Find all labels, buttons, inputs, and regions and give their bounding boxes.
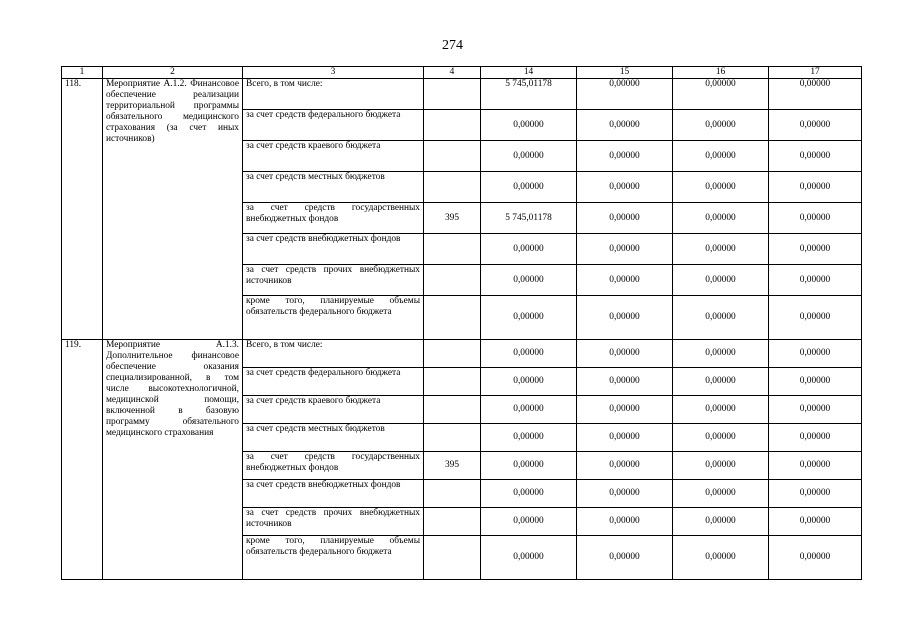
column-header: 16 [673,67,769,79]
budget-table [61,66,862,580]
amount-cell: 0,00000 [673,340,769,368]
amount-cell: 0,00000 [577,536,673,580]
funding-source: кроме того, планируемые объемы обязательств федерального бюджета [243,296,424,340]
funding-source: за счет средств внебюджетных фондов [243,480,424,508]
budget-code [424,110,481,141]
amount-cell: 0,00000 [673,110,769,141]
amount-cell: 0,00000 [673,396,769,424]
table-row [62,79,862,110]
amount-cell: 0,00000 [769,508,862,536]
amount-cell: 0,00000 [673,265,769,296]
funding-source: за счет средств краевого бюджета [243,141,424,172]
column-header: 3 [243,67,424,79]
amount-cell: 0,00000 [577,234,673,265]
funding-source: за счет средств государственных внебюджетных фондов [243,452,424,480]
amount-cell: 0,00000 [577,141,673,172]
amount-cell: 0,00000 [673,234,769,265]
budget-code [424,424,481,452]
budget-code [424,141,481,172]
funding-source: кроме того, планируемые объемы обязательств федерального бюджета [243,536,424,580]
header-row [62,67,862,79]
table-row [62,340,862,368]
amount-cell: 0,00000 [673,368,769,396]
budget-code [424,368,481,396]
amount-cell: 0,00000 [577,79,673,110]
budget-code [424,480,481,508]
measure-title: Мероприятие А.1.3. Дополнительное финансовое обеспечение оказания специализированной, в том числе высокотехнологичной, медицинской помощи, включенной в базовую программу обязательного медицинского страхования [103,340,243,580]
amount-cell: 0,00000 [577,340,673,368]
funding-source: за счет средств прочих внебюджетных источников [243,508,424,536]
budget-code [424,172,481,203]
budget-code [424,79,481,110]
budget-code [424,265,481,296]
amount-cell: 0,00000 [481,234,577,265]
amount-cell: 0,00000 [481,340,577,368]
amount-cell: 0,00000 [769,234,862,265]
amount-cell: 0,00000 [673,203,769,234]
amount-cell: 0,00000 [481,265,577,296]
column-header: 2 [103,67,243,79]
amount-cell: 0,00000 [769,79,862,110]
amount-cell: 0,00000 [673,508,769,536]
amount-cell: 0,00000 [673,296,769,340]
amount-cell: 0,00000 [673,79,769,110]
amount-cell: 0,00000 [769,480,862,508]
column-header: 1 [62,67,103,79]
amount-cell: 0,00000 [577,368,673,396]
amount-cell: 0,00000 [481,368,577,396]
funding-source: за счет средств местных бюджетов [243,424,424,452]
funding-source: за счет средств государственных внебюджетных фондов [243,203,424,234]
page-number: 274 [442,38,463,53]
amount-cell: 0,00000 [769,340,862,368]
amount-cell: 0,00000 [577,172,673,203]
funding-source: за счет средств прочих внебюджетных источников [243,265,424,296]
amount-cell: 0,00000 [481,396,577,424]
row-number: 118. [62,79,103,340]
budget-code [424,396,481,424]
amount-cell: 0,00000 [577,480,673,508]
budget-code [424,508,481,536]
amount-cell: 0,00000 [481,172,577,203]
amount-cell: 0,00000 [577,110,673,141]
amount-cell: 5 745,01178 [481,203,577,234]
amount-cell: 0,00000 [481,536,577,580]
funding-source: за счет средств внебюджетных фондов [243,234,424,265]
budget-code [424,340,481,368]
amount-cell: 0,00000 [673,536,769,580]
amount-cell: 0,00000 [673,141,769,172]
amount-cell: 0,00000 [769,536,862,580]
amount-cell: 0,00000 [577,424,673,452]
budget-code [424,296,481,340]
amount-cell: 0,00000 [769,368,862,396]
budget-code [424,536,481,580]
amount-cell: 0,00000 [481,110,577,141]
amount-cell: 0,00000 [769,265,862,296]
amount-cell: 0,00000 [769,296,862,340]
amount-cell: 0,00000 [481,480,577,508]
amount-cell: 0,00000 [673,480,769,508]
funding-source: за счет средств краевого бюджета [243,396,424,424]
budget-code: 395 [424,452,481,480]
amount-cell: 0,00000 [769,110,862,141]
column-header: 4 [424,67,481,79]
amount-cell: 0,00000 [577,265,673,296]
amount-cell: 0,00000 [769,203,862,234]
amount-cell: 0,00000 [769,172,862,203]
column-header: 17 [769,67,862,79]
measure-title: Мероприятие А.1.2. Финансовое обеспечение реализации территориальной программы обязательного медицинского страхования (за счет иных источников) [103,79,243,340]
amount-cell: 0,00000 [481,508,577,536]
funding-source: Всего, в том числе: [243,340,424,368]
amount-cell: 0,00000 [577,396,673,424]
amount-cell: 0,00000 [577,508,673,536]
column-header: 14 [481,67,577,79]
column-header: 15 [577,67,673,79]
row-number: 119. [62,340,103,580]
amount-cell: 0,00000 [673,452,769,480]
amount-cell: 0,00000 [769,424,862,452]
amount-cell: 0,00000 [577,452,673,480]
amount-cell: 0,00000 [673,172,769,203]
amount-cell: 0,00000 [673,424,769,452]
amount-cell: 5 745,01178 [481,79,577,110]
funding-source: за счет средств местных бюджетов [243,172,424,203]
amount-cell: 0,00000 [769,396,862,424]
amount-cell: 0,00000 [769,452,862,480]
amount-cell: 0,00000 [577,296,673,340]
amount-cell: 0,00000 [577,203,673,234]
amount-cell: 0,00000 [481,296,577,340]
budget-code [424,234,481,265]
funding-source: за счет средств федерального бюджета [243,110,424,141]
funding-source: за счет средств федерального бюджета [243,368,424,396]
funding-source: Всего, в том числе: [243,79,424,110]
amount-cell: 0,00000 [481,424,577,452]
amount-cell: 0,00000 [481,141,577,172]
budget-code: 395 [424,203,481,234]
amount-cell: 0,00000 [481,452,577,480]
amount-cell: 0,00000 [769,141,862,172]
